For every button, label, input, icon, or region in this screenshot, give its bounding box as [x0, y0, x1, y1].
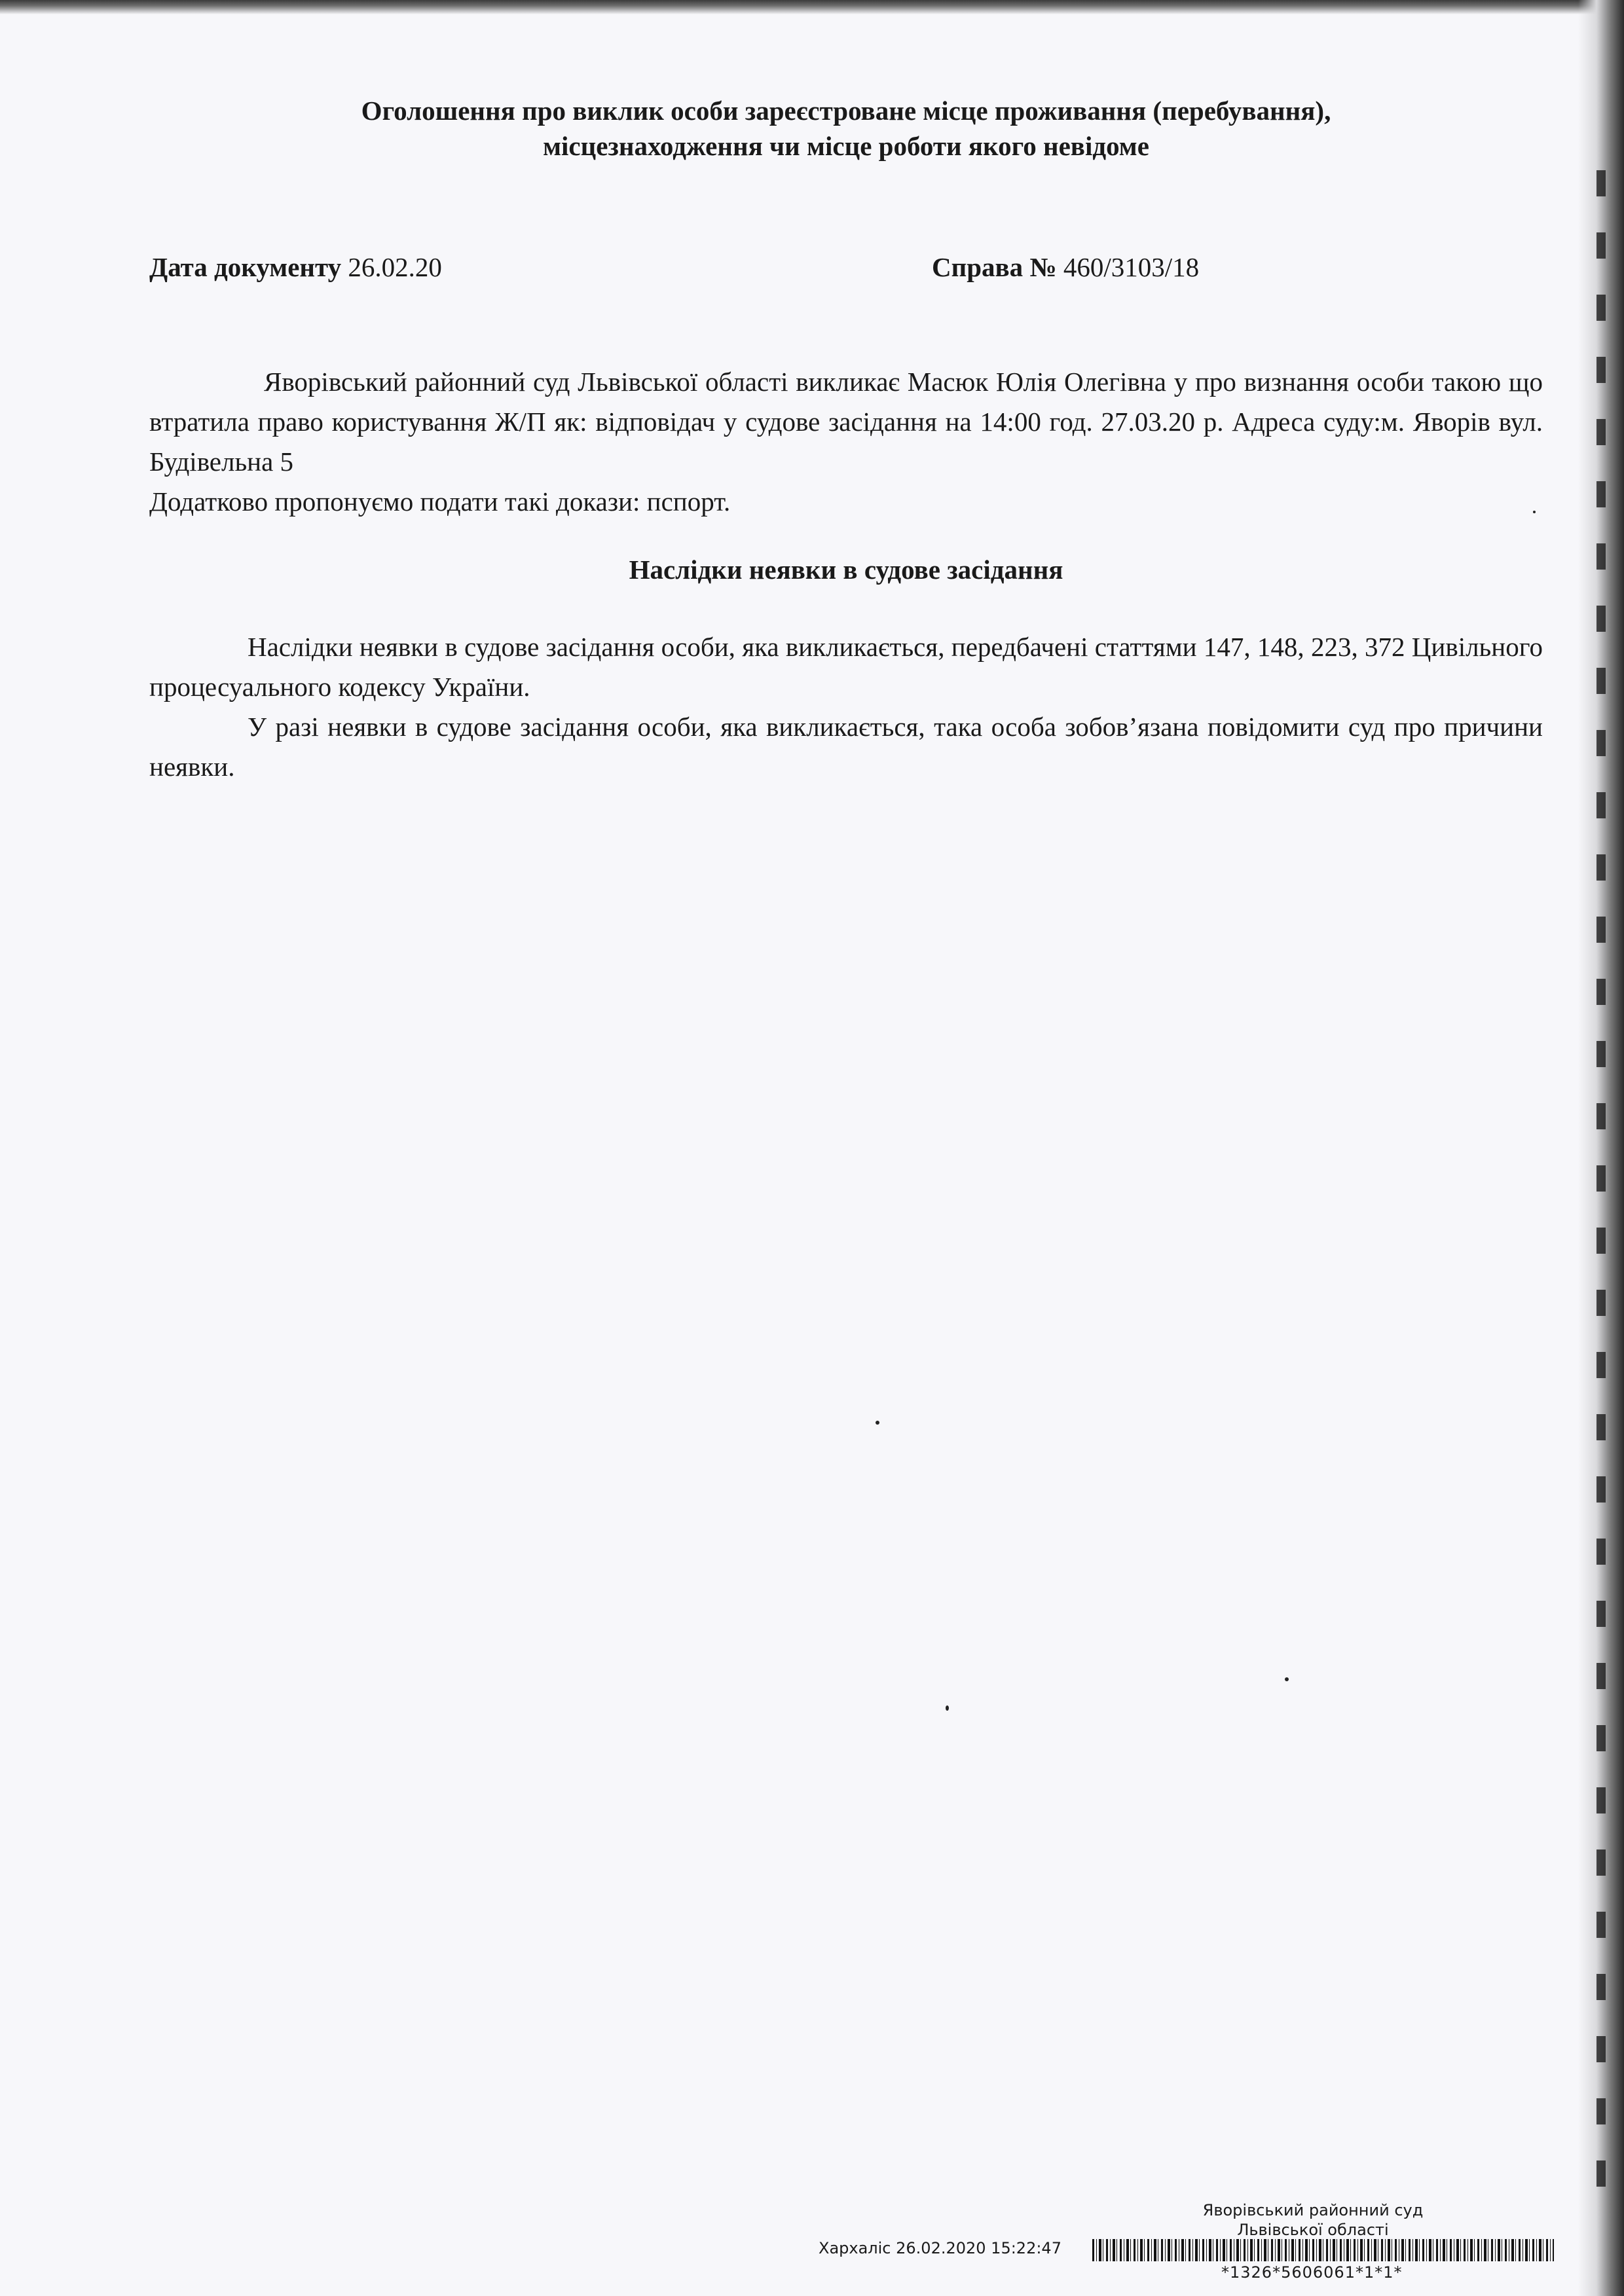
evidence-paragraph: Додатково пропонуємо подати такі докази: пспорт.	[149, 486, 731, 517]
consequences-paragraph-1: Наслідки неявки в судове засідання особи, яка викликається, передбачені статтями 147, 148, 223, 372 Цивільного процесуального кодексу України.	[149, 632, 1543, 702]
document-meta	[149, 251, 1543, 287]
scan-top-edge	[0, 0, 1624, 14]
registration-stamp	[819, 2201, 1552, 2293]
barcode	[1092, 2239, 1554, 2261]
scan-speck	[876, 1421, 879, 1425]
document-date	[149, 251, 442, 283]
document-title	[149, 93, 1543, 164]
document-date-label: Дата документу	[149, 252, 342, 282]
scan-right-dashes	[1596, 170, 1606, 2200]
stamp-court-name: Яворівський районний суд	[1202, 2201, 1424, 2219]
consequences-text	[149, 627, 1543, 787]
document-date-value: 26.02.20	[348, 252, 442, 282]
document-title-line-2: місцезнаходження чи місце роботи якого невідоме	[543, 131, 1149, 161]
barcode-code: *1326*5606061*1*1*	[1221, 2263, 1403, 2282]
summons-text	[149, 362, 1543, 522]
stamp-operator-timestamp: Хархаліс 26.02.2020 15:22:47	[819, 2239, 1061, 2257]
summons-paragraph: Яворівський районний суд Львівської області викликає Масюк Юлія Олегівна у про визнання особи такою що втратила право користування Ж/П як: відповідач у судове засідання на 14:00 год. 27.03.20 р. Адреса суду:м. Яворів вул. Будівельна 5	[149, 367, 1543, 477]
document-title-line-1: Оголошення про виклик особи зареєстроване місце проживання (перебування),	[361, 96, 1331, 126]
consequences-paragraph-2: У разі неявки в судове засідання особи, яка викликається, така особа зобов’язана повідомити суд про причини неявки.	[149, 712, 1543, 782]
scan-speck	[1533, 511, 1536, 513]
consequences-heading: Наслідки неявки в судове засідання	[629, 555, 1063, 585]
case-number-label: Справа №	[932, 252, 1057, 282]
stamp-court-region: Львівської області	[1237, 2221, 1389, 2239]
scan-speck	[946, 1705, 949, 1711]
case-number-value: 460/3103/18	[1063, 252, 1200, 282]
case-number	[932, 251, 1199, 283]
scan-speck	[1285, 1677, 1289, 1681]
